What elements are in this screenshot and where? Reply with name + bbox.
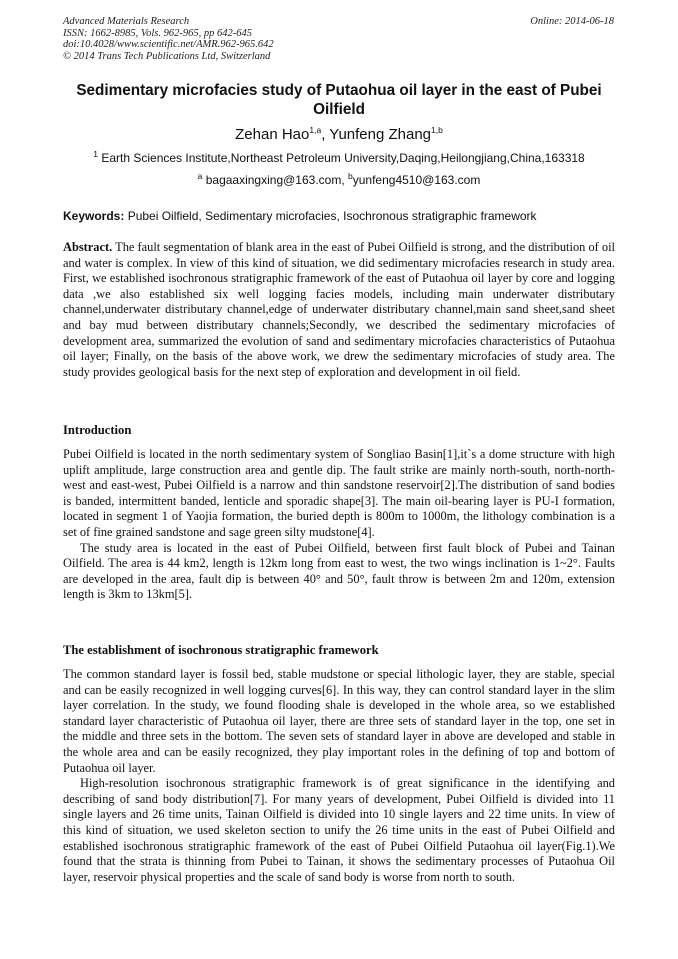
- keywords-label: Keywords:: [63, 209, 125, 223]
- author-superscript: 1,b: [431, 125, 443, 135]
- author-line: [63, 126, 615, 144]
- author-superscript: 1,a: [309, 125, 322, 135]
- email-superscript: b: [348, 171, 353, 181]
- keywords-text: Pubei Oilfield, Sedimentary microfacies, Isochronous stratigraphic framework: [124, 209, 537, 223]
- author-name: Zehan Hao: [235, 126, 310, 143]
- keywords: [63, 209, 615, 223]
- framework-body: [63, 667, 615, 885]
- paragraph: The study area is located in the east of Pubei Oilfield, between first fault block of Pubei and Tainan Oilfield. The area is 44 km2, length is 12km long from east to west, the two wings inclination is 1~2°. Faults are developed in the area, fault dip is between 40° and 50°, fault throw is between 2m and 120m, extension length is 3km to 13km[5].: [63, 540, 615, 602]
- affiliation: [63, 151, 615, 165]
- introduction-body: [63, 447, 615, 603]
- abstract-text: The fault segmentation of blank area in the east of Pubei Oilfield is strong, and the distribution of oil and water is complex. In view of this kind of situation, we did sedimentary microfacies research in study area. First, we established isochronous stratigraphic framework of the east of Putaohua oil layer by core and logging data ,we also established six well logging facies models, including main underwater distributary channel,underwater distributary channel,edge of underwater distributary channel,main sand sheet,sand sheet and bay mud between distributary channels;Secondly, we described the sedimentary microfacies of development area, summarized the evolution of sand and sedimentary microfacies characteristics of Putaohua oil layer; Finally, on the basis of the above work, we drew the sedimentary microfacies of study area. The study provides geological basis for the next step of exploration and development in oil field.: [63, 240, 615, 379]
- section-heading-framework: The establishment of isochronous stratigraphic framework: [63, 643, 379, 657]
- issn-line: ISSN: 1662-8985, Vols. 962-965, pp 642-645: [63, 27, 252, 39]
- abstract-label: Abstract.: [63, 240, 113, 254]
- paragraph: Pubei Oilfield is located in the north sedimentary system of Songliao Basin[1],it`s a dome structure with high uplift amplitude, large construction area and gentle dip. The fault strike are mainly north-south, north-north-west and east-west, Pubei Oilfield is a narrow and thin sandstone reservoir[2].The distribution of sand bodies is banded, intermittent banded, lenticle and sporadic shape[3]. The main oil-bearing layer is PU-I formation, located in segment 1 of Yaojia formation, the buried depth is 800m to 1000m, the lithology combination is a set of fine grained sandstone and sage green silty mudstone[4].: [63, 447, 615, 539]
- affiliation-superscript: 1: [93, 149, 98, 159]
- paragraph: High-resolution isochronous stratigraphic framework is of great significance in the identifying and describing of sand body distribution[7]. For many years of development, Pubei Oilfield is divided into 11 single layers and 26 time units, Tainan Oilfield is divided into 10 single layers and 22 time units. In view of this kind of situation, we used skeleton section to unify the 26 time units in the east of Pubei Oilfield and established isochronous stratigraphic framework of the east of Pubei Oilfield Putaohua oil layer(Fig.1).We found that the strata is thinning from Pubei to Tainan, it shows the sedimentary processes of Putaohua Oil layer, reservoir physical properties and the scale of sand body is worse from north to south.: [63, 776, 615, 884]
- email-line: [63, 173, 615, 187]
- online-date: Online: 2014-06-18: [530, 16, 614, 27]
- author-name: Yunfeng Zhang: [329, 126, 432, 143]
- email-address: bagaaxingxing@163.com,: [202, 173, 348, 187]
- email-superscript: a: [197, 171, 203, 181]
- abstract: [63, 240, 615, 380]
- email-address: yunfeng4510@163.com: [352, 173, 481, 187]
- doi-line: doi:10.4028/www.scientific.net/AMR.962-965.642: [63, 39, 274, 50]
- section-heading-introduction: Introduction: [63, 423, 132, 437]
- copyright-line: © 2014 Trans Tech Publications Ltd, Switzerland: [63, 50, 271, 62]
- paper-title: Sedimentary microfacies study of Putaohua oil layer in the east of Pubei Oilfield: [76, 82, 602, 118]
- journal-name: Advanced Materials Research: [63, 16, 190, 27]
- affiliation-text: Earth Sciences Institute,Northeast Petroleum University,Daqing,Heilongjiang,China,163318: [98, 151, 585, 165]
- paragraph: The common standard layer is fossil bed, stable mudstone or special lithologic layer, they are stable, special and can be easily recognized in well logging curves[6]. In this way, they can control standard layer in the slim layer correlation. In the study, we found flooding shale is developed in the whole area, so we established standard layer characteristic of Putaohua oil layer, there are three sets of standard layer in the top, one set in the middle and three sets in the bottom. The seven sets of standard layer in above are developed and stable in the whole area and can be easily recognized, they play important roles in the defining of top and bottom of Putaohua oil layer.: [63, 667, 615, 775]
- journal-header: [63, 16, 274, 62]
- author-separator: ,: [321, 126, 330, 143]
